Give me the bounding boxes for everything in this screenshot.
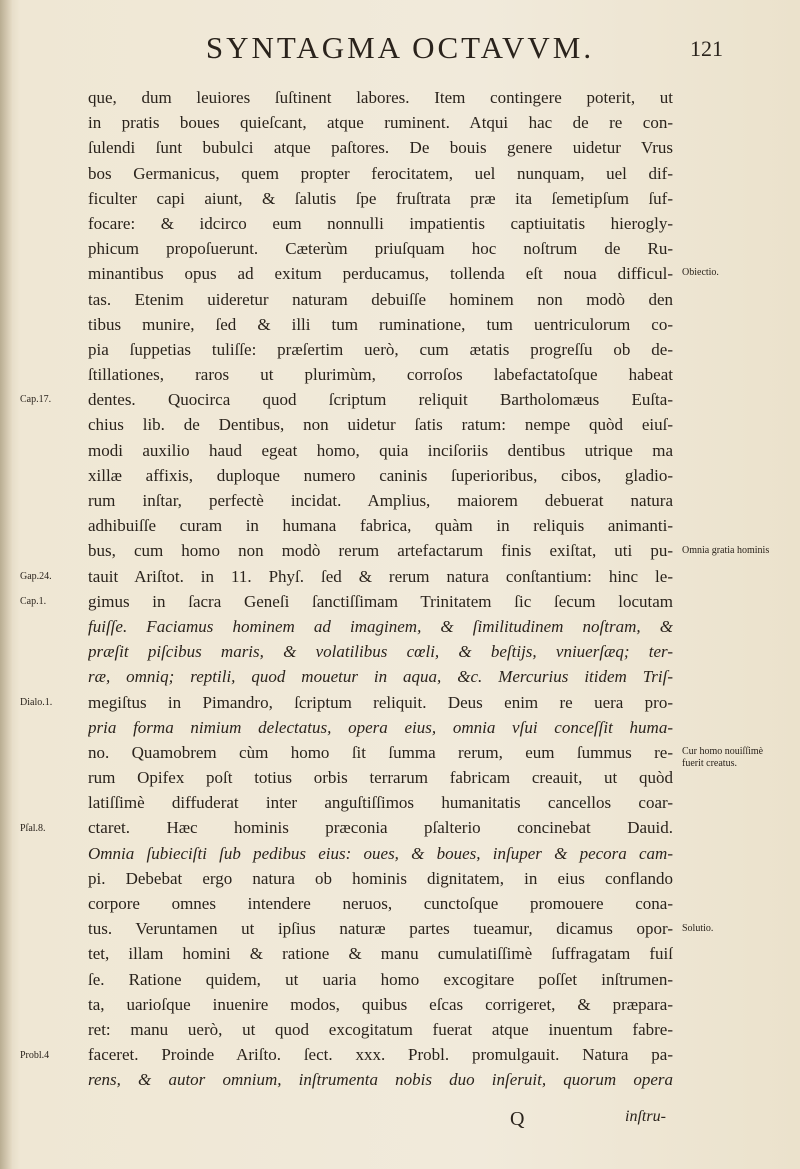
text-line: modi auxilio haud egeat homo, quia inciſoriis dentibus utrique ma xyxy=(88,440,673,460)
text-line: pria forma nimium delectatus, opera eius, omnia vſui conceſſit huma- xyxy=(88,717,673,737)
text-line: tus. Veruntamen ut ipſius naturæ partes tueamur, dicamus opor- xyxy=(88,919,673,939)
signature-mark: Q xyxy=(510,1108,525,1130)
text-line: no. Quamobrem cùm homo ſit ſumma rerum, eum ſummus re- xyxy=(88,742,673,762)
text-line: pia ſuppetias tuliſſe: præſertim uerò, cum ætatis progreſſu ob de- xyxy=(88,339,673,359)
text-line: ret: manu uerò, ut quod excogitatum fuerat atque inuentum fabre- xyxy=(88,1019,673,1039)
text-line: tibus munire, ſed & illi tum ruminatione, tum uentriculorum co- xyxy=(88,314,673,334)
text-line: xillæ affixis, duploque numero caninis ſuperioribus, cibos, gladio- xyxy=(88,465,673,485)
text-line: latiſſimè diffuderat inter anguſtiſſimos humanitatis cancellos coar- xyxy=(88,793,673,813)
text-line: faceret. Proinde Ariſto. ſect. xxx. Probl. promulgauit. Natura pa- xyxy=(88,1045,673,1065)
text-line: phicum propoſuerunt. Cæterùm priuſquam hoc noſtrum de Ru- xyxy=(88,239,673,259)
text-line: adhibuiſſe curam in humana fabrica, quàm in reliquis animanti- xyxy=(88,516,673,536)
text-line: minantibus opus ad exitum perducamus, tollenda eſt noua difficul- xyxy=(88,264,673,284)
text-line: ctaret. Hæc hominis præconia pſalterio concinebat Dauid. xyxy=(88,818,673,838)
margin-note-left: Cap.1. xyxy=(20,596,47,607)
text-line: ſe. Ratione quidem, ut uaria homo excogitare poſſet inſtrumen- xyxy=(88,969,673,989)
margin-note-right: Omnia gratia hominis xyxy=(682,544,770,556)
text-line: ſulendi ſunt bubulci atque paſtores. De bouis genere uidetur Vrus xyxy=(88,138,673,158)
margin-note-right: Cur homo nouiſſimè fuerit creatus. xyxy=(682,746,764,770)
text-line: que, dum leuiores ſuſtinent labores. Item contingere poterit, ut xyxy=(88,88,673,107)
text-line: Omnia ſubieciſti ſub pedibus eius: oues, & boues, inſuper & pecora cam- xyxy=(88,843,673,863)
text-line: rum Opifex poſt totius orbis terrarum fabricam creauit, ut quòd xyxy=(88,768,673,788)
text-line: fuiſſe. Faciamus hominem ad imaginem, & ſimilitudinem noſtram, & xyxy=(88,616,673,636)
text-line: corpore omnes intendere neruos, cunctoſque promouere cona- xyxy=(88,894,673,913)
margin-note-left: Pſal.8. xyxy=(20,822,46,834)
text-line: rens, & autor omnium, inſtrumenta nobis duo inſeruit, quorum opera xyxy=(88,1070,673,1090)
running-title: SYNTAGMA OCTAVVM. xyxy=(205,30,595,65)
text-line: tauit Ariſtot. in 11. Phyſ. ſed & rerum natura conſtantium: hinc le- xyxy=(88,566,673,586)
page-number: 121 xyxy=(690,36,723,61)
text-line: bos Germanicus, quem propter ferocitatem, uel nunquam, uel dif- xyxy=(88,163,673,183)
margin-note-left: Cap.17. xyxy=(20,394,52,406)
text-line: gimus in ſacra Geneſi ſanctiſſimam Trinitatem ſic ſecum locutam xyxy=(88,591,673,611)
text-line: megiſtus in Pimandro, ſcriptum reliquit. Deus enim re uera pro- xyxy=(88,692,673,712)
text-line: ficulter capi aiunt, & ſalutis ſpe fruſtrata præ ita ſemetipſum ſuf- xyxy=(88,188,673,208)
margin-note-left: Dialo.1. xyxy=(20,696,53,708)
margin-note-left: Gap.24. xyxy=(20,570,52,582)
margin-note-left: Probl.4 xyxy=(20,1049,50,1061)
text-line: bus, cum homo non modò rerum artefactarum finis exiſtat, uti pu- xyxy=(88,541,673,561)
text-line: tas. Etenim uideretur naturam debuiſſe hominem non modò den xyxy=(88,289,673,309)
text-line: ræ, omniq; reptili, quod mouetur in aqua, &c. Mercurius itidem Triſ- xyxy=(88,667,673,687)
margin-note-right: Obiectio. xyxy=(682,267,719,279)
text-line: chius lib. de Dentibus, non uidetur ſatis ratum: nempe quòd eiuſ- xyxy=(88,415,673,435)
text-line: ta, uarioſque inuenire modos, quibus eſcas corrigeret, & præpara- xyxy=(88,994,673,1014)
main-text-block xyxy=(88,85,673,1093)
text-line: præſit piſcibus maris, & volatilibus cœli, & beſtijs, vniuerſæq; ter- xyxy=(88,642,673,662)
catchword: inſtru- xyxy=(625,1108,666,1125)
text-line: pi. Debebat ergo natura ob hominis dignitatem, in eius conflando xyxy=(88,868,673,888)
text-line: rum inſtar, perfectè incidat. Amplius, maiorem debuerat natura xyxy=(88,491,673,510)
page-gutter xyxy=(0,0,12,1169)
text-line: in pratis boues quieſcant, atque ruminent. Atqui hac de re con- xyxy=(88,113,673,133)
text-line: tet, illam homini & ratione & manu cumulatiſſimè ſuffragatam fuiſ xyxy=(88,944,673,964)
margin-note-right: Solutio. xyxy=(682,922,714,934)
text-line: dentes. Quocirca quod ſcriptum reliquit Bartholomæus Euſta- xyxy=(88,390,673,410)
text-line: focare: & idcirco eum nonnulli impatientis captiuitatis hierogly- xyxy=(88,213,673,233)
text-line: ſtillationes, raros ut plurimùm, corroſos labefactatoſque habeat xyxy=(88,365,673,385)
